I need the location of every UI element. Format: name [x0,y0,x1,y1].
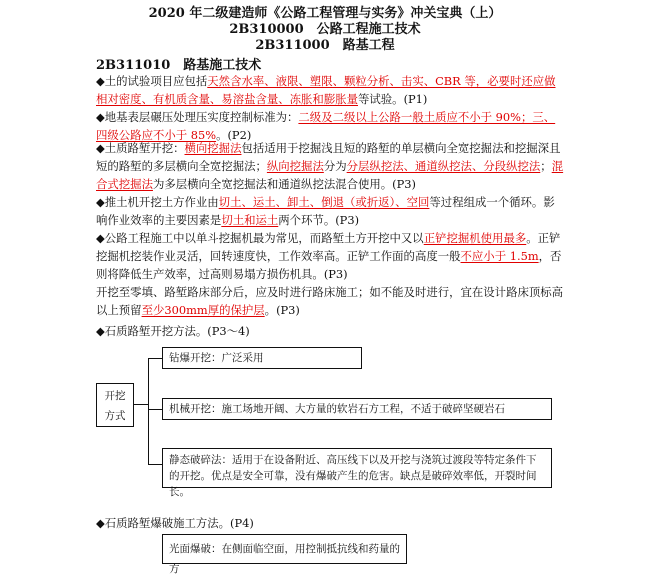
connector-branch-3 [148,464,162,465]
body-text: 为多层横向全宽挖掘法和通道纵挖法混合使用。(P3) [152,177,416,191]
connector-vertical [148,358,149,464]
body-text: 等过程组成一个循环。影响作业效率的主要因素是 [96,195,555,227]
body-text: ◆地基表层碾压处理压实度控制标准为： [96,110,299,124]
chapter-heading: 2B310000 公路工程施工技术 [229,22,421,37]
body-text: 。正铲挖掘机挖装作业灵活，回转速度快，工作效率高。正铲工作面的高度一般 [96,231,561,263]
highlighted-text: 混合式挖掘法 [96,159,564,191]
body-text: 。(P3) [264,303,300,317]
highlighted-text: 至少300mm厚的保护层 [141,303,265,317]
highlighted-text: 切土、运土、卸土、倒退（或折返）、空回 [218,195,430,209]
diagram-item-smooth-blasting: 光面爆破：在侧面临空面，用控制抵抗线和药量的方 [162,534,407,564]
body-text: ◆土的试验项目应包括 [96,74,208,88]
highlighted-text: 二级及二级以上公路一般土质应不小于 90%；三、四级公路应不小于 85% [96,110,556,142]
body-text: 等试验。(P1) [358,92,428,106]
paragraph-cut-excavation [96,139,566,193]
connector-horizontal [134,404,148,405]
diagram-item-drill-blast: 钻爆开挖：广泛采用 [162,347,362,369]
document-title: 2020 年二级建造师《公路工程管理与实务》冲关宝典（上） [148,6,502,21]
section-heading: 2B311010 路基施工技术 [96,58,262,73]
body-text: ◆推土机开挖土方作业由 [96,195,219,209]
paragraph-subgrade-protection [96,283,566,319]
diagram-caption-rock-excavation: ◆石质路堑开挖方法。(P3～4) [96,324,250,338]
paragraph-excavator [96,229,566,283]
highlighted-text: 切土和运土 [221,213,279,227]
highlighted-text: 天然含水率、液限、塑限、颗粒分析、击实、CBR 等，必要时还应做相对密度、有机质含量、易溶盐含量、冻胀和膨胀量 [96,74,556,106]
connector-branch-2 [148,409,162,410]
paragraph-bulldozer [96,193,566,229]
body-text: 两个环节。(P3) [278,213,360,227]
diagram-root-box: 开挖方式 [96,383,134,427]
body-text: ◆公路工程施工中以单斗挖掘机最为常见，而路堑土方开挖中又以 [96,231,424,245]
body-text: ； [540,159,552,173]
body-text: 开挖至零填、路堑路床部分后，应及时进行路床施工；如不能及时进行，宜在设计路床顶标高以上预留 [96,285,564,317]
highlighted-text: 正铲挖掘机使用最多 [423,231,527,245]
body-text: 。(P2) [216,128,252,142]
diagram-item-static-breaking: 静态破碎法：适用于在设备附近、高压线下以及开挖与浇筑过渡段等特定条件下的开挖。优点是安全可靠，没有爆破产生的危害。缺点是破碎效率低，开裂时间长。 [162,448,552,488]
body-text: ◆土质路堑开挖： [96,141,185,155]
diagram-caption-rock-blasting: ◆石质路堑爆破施工方法。(P4) [96,516,254,530]
highlighted-text: 横向挖掘法 [184,141,242,155]
highlighted-text: 分层纵挖法、通道纵挖法、分段纵挖法 [346,159,541,173]
body-text: 包括适用于挖掘浅且短的路堑的单层横向全宽挖掘法和挖掘深且短的路堑的多层横向全宽挖掘法； [96,141,561,173]
highlighted-text: 纵向挖掘法 [266,159,324,173]
diagram-item-mechanical: 机械开挖：施工场地开阔、大方量的软岩石方工程，不适于破碎坚硬岩石 [162,398,552,420]
connector-branch-1 [148,358,162,359]
body-text: 分为 [323,159,347,173]
paragraph-soil-tests [96,72,566,108]
subchapter-heading: 2B311000 路基工程 [255,38,395,53]
highlighted-text: 不应小于 1.5m [460,249,539,263]
body-text: ，否则将降低生产效率，过高则易塌方损伤机具。(P3) [96,249,562,281]
